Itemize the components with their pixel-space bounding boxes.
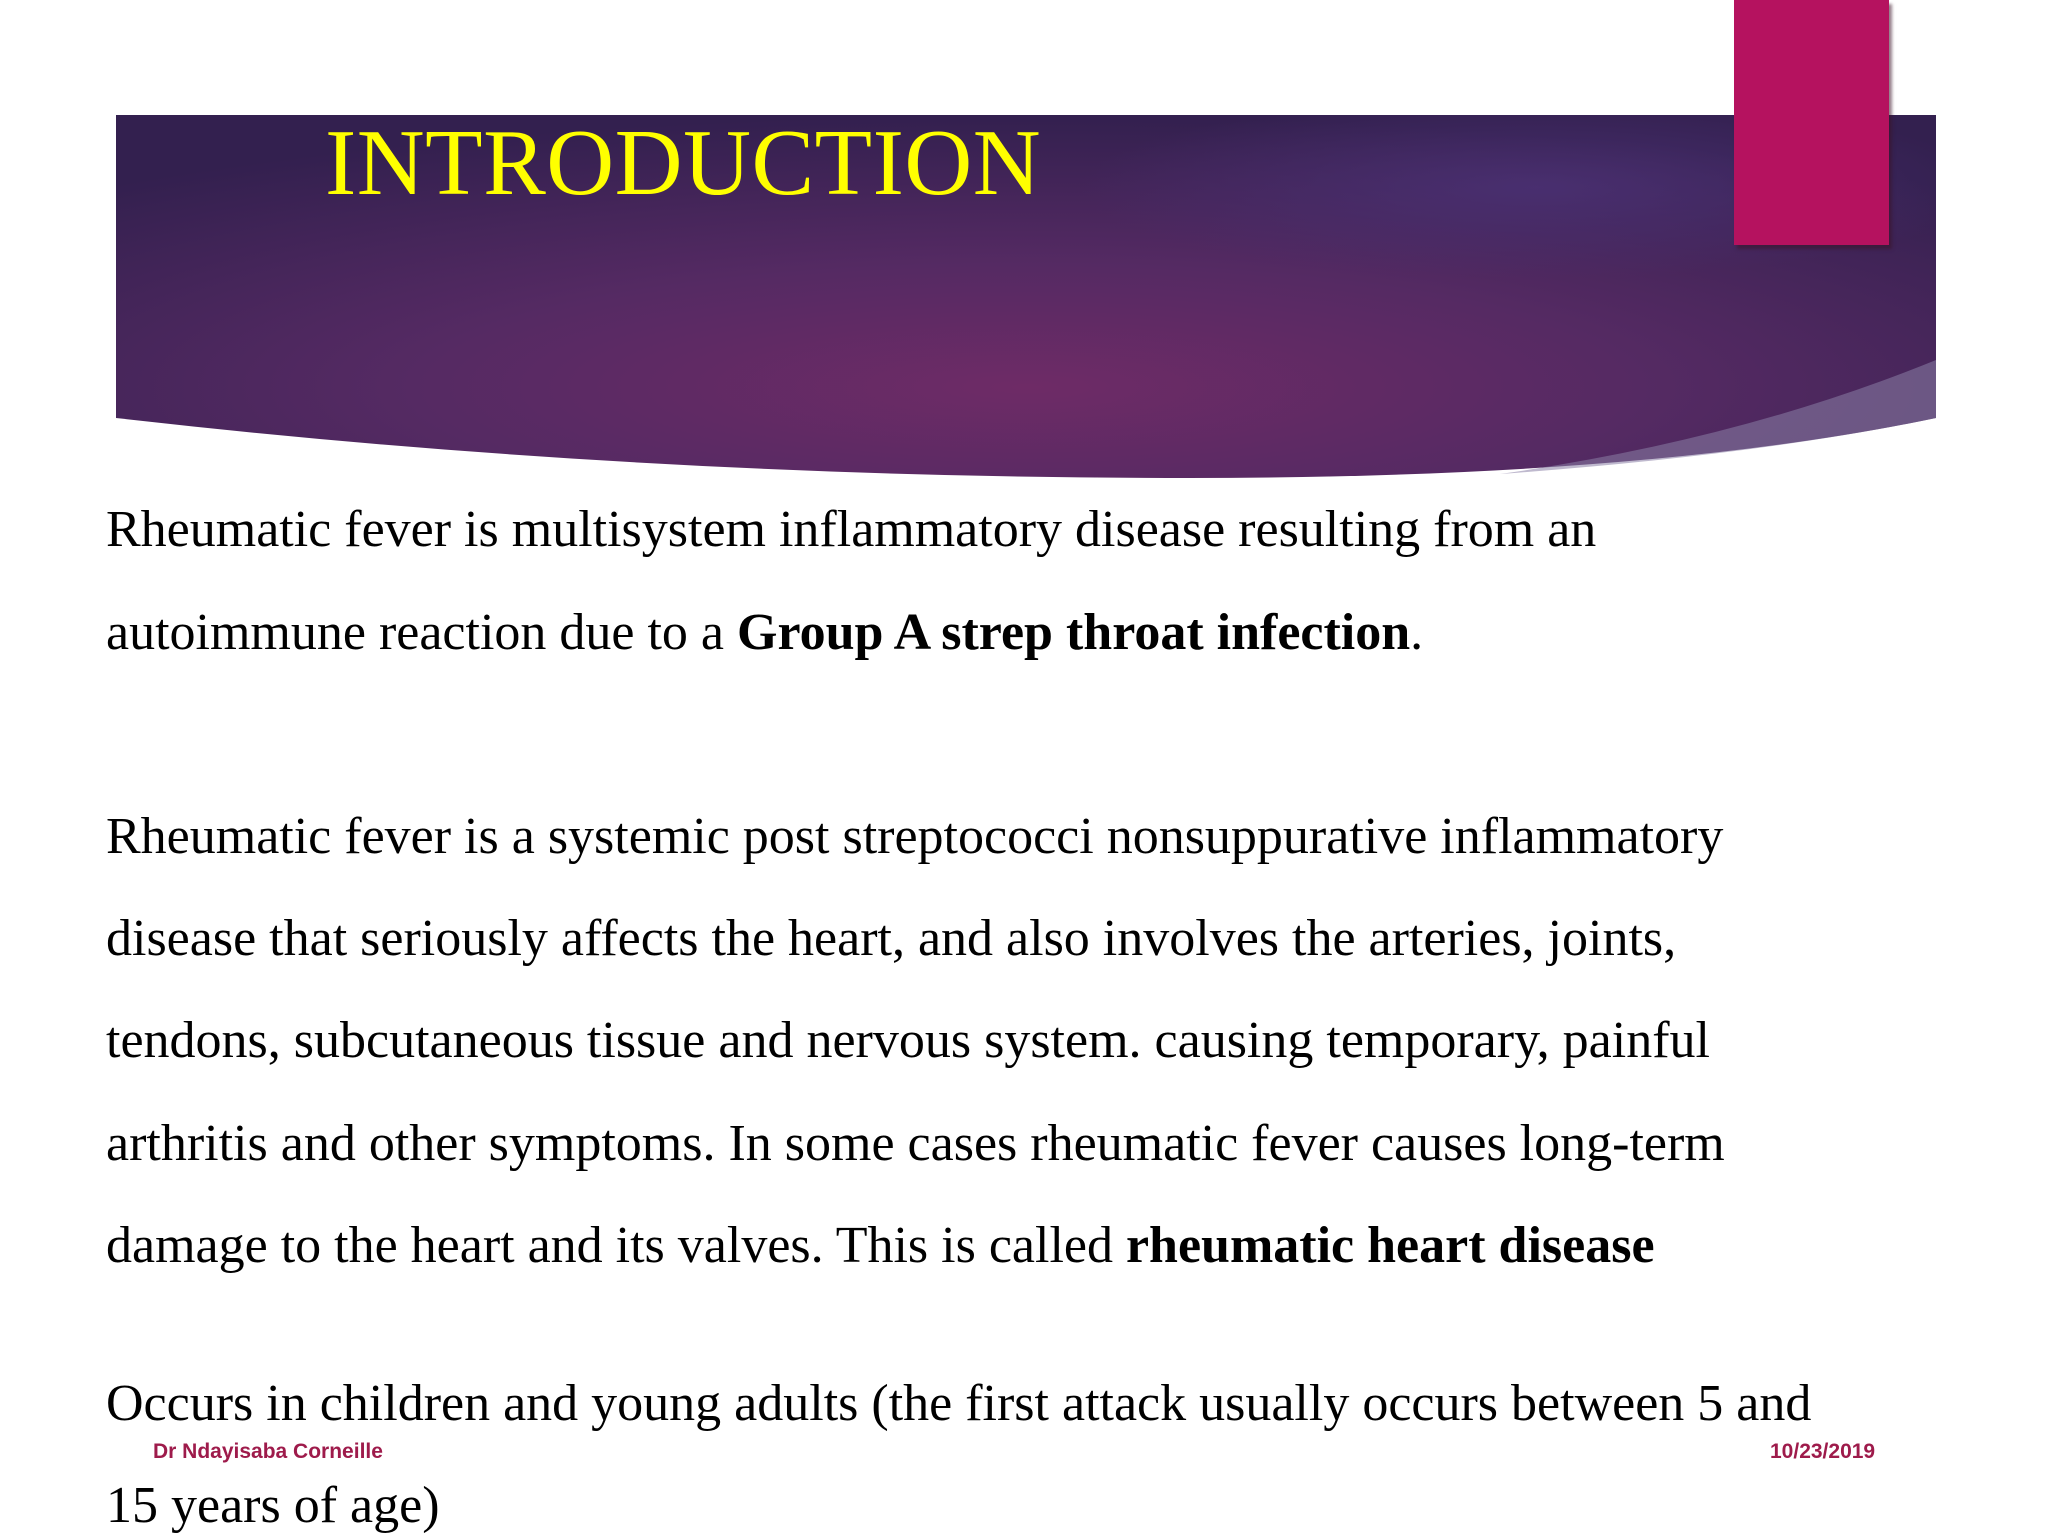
footer-author: Dr Ndayisaba Corneille bbox=[153, 1440, 383, 1463]
paragraph-3-line-1: Occurs in children and young adults (the first attack usually occurs between 5 and bbox=[106, 1375, 1812, 1432]
accent-tab bbox=[1734, 0, 1889, 245]
paragraph-2-line-2: disease that seriously affects the heart, and also involves the arteries, joints, bbox=[106, 910, 1677, 967]
text-span: . bbox=[1410, 604, 1424, 661]
paragraph-2-line-3: tendons, subcutaneous tissue and nervous system. causing temporary, painful bbox=[106, 1012, 1710, 1069]
paragraph-2-line-4: arthritis and other symptoms. In some cases rheumatic fever causes long-term bbox=[106, 1115, 1725, 1172]
emphasis-rheumatic-heart-disease: rheumatic heart disease bbox=[1125, 1217, 1655, 1274]
paragraph-3-line-2: 15 years of age) bbox=[106, 1477, 440, 1534]
slide-title: INTRODUCTION bbox=[325, 111, 1042, 215]
emphasis-group-a-strep: Group A strep throat infection bbox=[737, 604, 1411, 661]
paragraph-1-line-2 bbox=[106, 604, 1424, 661]
footer-date: 10/23/2019 bbox=[1770, 1440, 1876, 1463]
paragraph-2-line-1: Rheumatic fever is a systemic post streptococci nonsuppurative inflammatory bbox=[106, 808, 1724, 865]
paragraph-2-line-5 bbox=[106, 1217, 1655, 1274]
paragraph-1-line-1: Rheumatic fever is multisystem inflammatory disease resulting from an bbox=[106, 501, 1597, 558]
text-span: autoimmune reaction due to a bbox=[106, 604, 738, 661]
text-span: damage to the heart and its valves. This is called bbox=[106, 1217, 1126, 1274]
